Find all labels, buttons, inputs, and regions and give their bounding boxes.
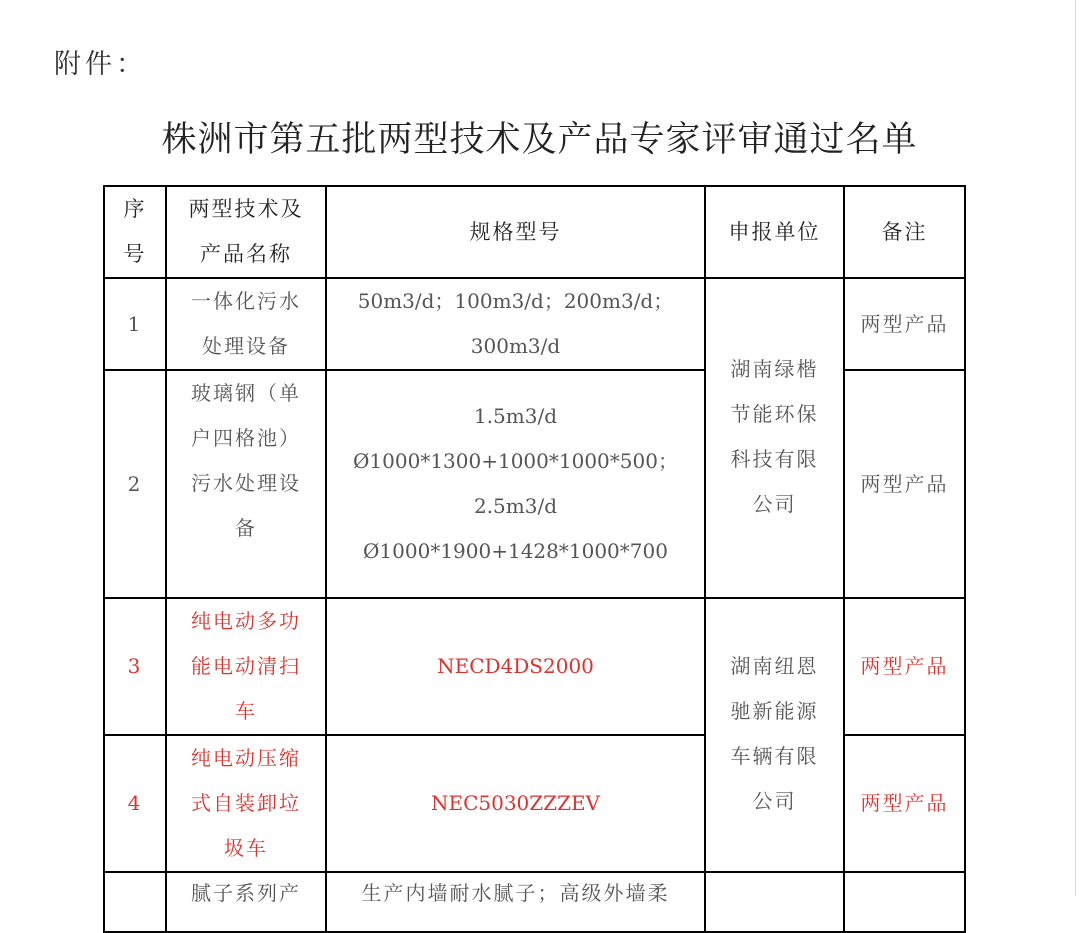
row-no: 2: [104, 370, 166, 598]
row-spec: NECD4DS2000: [326, 598, 705, 735]
row-name: 玻璃钢（单 户四格池） 污水处理设 备: [166, 370, 326, 598]
row-no: 1: [104, 278, 166, 370]
table-row: [104, 278, 965, 370]
document-title: 株洲市第五批两型技术及产品专家评审通过名单: [161, 120, 918, 160]
table-row: [104, 598, 965, 735]
header-no: 序 号: [104, 186, 166, 278]
row-no: 4: [104, 735, 166, 872]
row-name: 纯电动多功 能电动清扫 车: [166, 598, 326, 735]
row-unit-group-a: 湖南绿楷 节能环保 科技有限 公司: [705, 278, 844, 598]
row-spec: 1.5m3/d Ø1000*1300+1000*1000*500； 2.5m3/d Ø1000*1900+1428*1000*700: [326, 370, 705, 598]
row-no: 3: [104, 598, 166, 735]
table-header-row: [104, 186, 965, 278]
row-unit-group-b: 湖南纽恩 驰新能源 车辆有限 公司: [705, 598, 844, 872]
row-remark: [844, 872, 965, 932]
row-name: 一体化污水 处理设备: [166, 278, 326, 370]
attachment-label: 附件：: [54, 49, 147, 80]
header-name: 两型技术及 产品名称: [166, 186, 326, 278]
header-spec: 规格型号: [326, 186, 705, 278]
row-remark: 两型产品: [844, 278, 965, 370]
header-remark: 备注: [844, 186, 965, 278]
row-remark: 两型产品: [844, 370, 965, 598]
row-name: 腻子系列产: [166, 872, 326, 932]
table-row: [104, 872, 965, 932]
row-spec: 生产内墙耐水腻子；高级外墙柔: [326, 872, 705, 932]
row-name: 纯电动压缩 式自装卸垃 圾车: [166, 735, 326, 872]
header-unit: 申报单位: [705, 186, 844, 278]
row-spec: NEC5030ZZZEV: [326, 735, 705, 872]
approved-list-table: [103, 185, 966, 933]
row-unit: [705, 872, 844, 932]
row-spec: 50m3/d；100m3/d；200m3/d； 300m3/d: [326, 278, 705, 370]
row-no: [104, 872, 166, 932]
row-remark: 两型产品: [844, 598, 965, 735]
row-remark: 两型产品: [844, 735, 965, 872]
